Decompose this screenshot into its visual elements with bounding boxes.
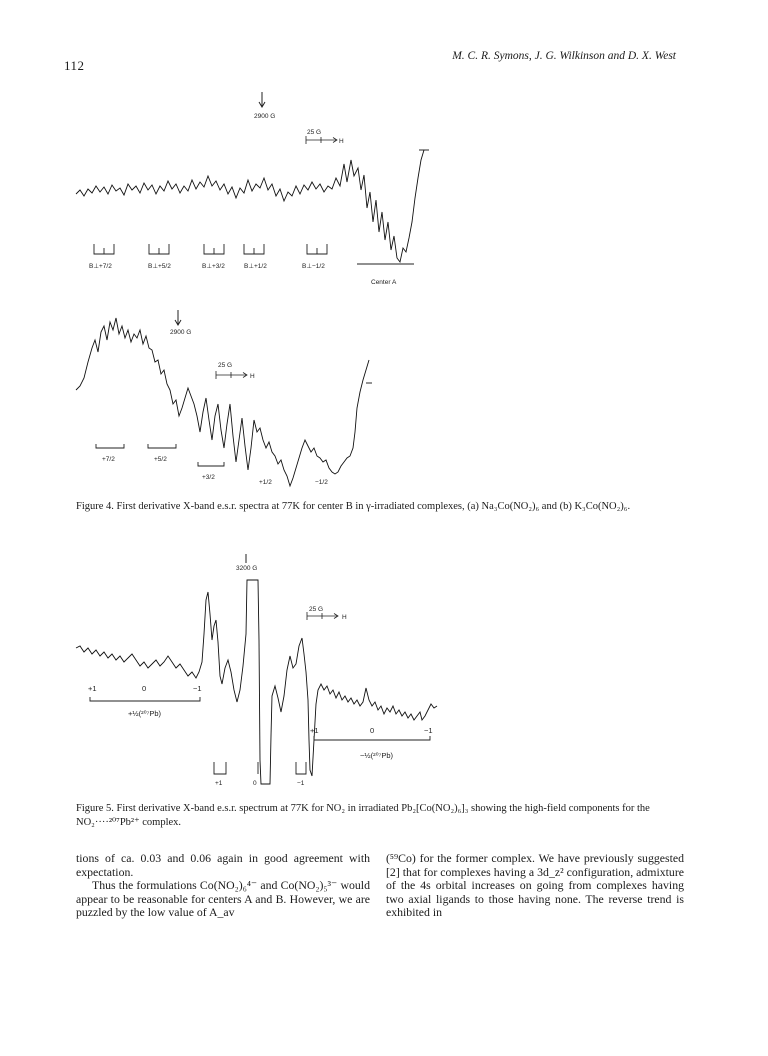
fig5-right-bracket-title: −½(²⁰⁷Pb) — [360, 751, 394, 760]
fig5-right-bracket — [314, 736, 430, 740]
fig5-right-bracket-label: +1 — [310, 726, 319, 735]
fig4a-component-label: B⊥+5/2 — [148, 263, 171, 270]
body-paragraph: (⁵⁹Co) for the former complex. We have previously suggested [2] that for complexes having a 3d_z² configuration, admixture of the 4s orbital increases on going from complexes having two axial ligands to those having none. The reverse trend is exhibited in — [386, 851, 684, 919]
fig4a-field-marker: 2900 G — [254, 113, 276, 120]
page-number: 112 — [64, 58, 85, 73]
fig5-left-bracket-title: +½(²⁰⁷Pb) — [128, 709, 162, 718]
fig5-left-bracket-label: +1 — [88, 684, 97, 693]
fig4b-component-label: +7/2 — [102, 456, 115, 463]
fig4b-field-marker: 2900 G — [170, 329, 192, 336]
body-paragraph: tions of ca. 0.03 and 0.06 again in good agreement with expectation. — [76, 851, 370, 879]
fig5-field-arrow-label: H — [342, 614, 347, 621]
figure-4-caption: Figure 4. First derivative X-band e.s.r. spectra at 77K for center B in γ-irradiated complexes, (a) Na₃Co(NO₂)₆ and (b) K₃Co(NO₂)₆. — [76, 501, 631, 512]
body-column-left — [76, 852, 370, 920]
fig4b-scale-label: 25 G — [218, 362, 233, 369]
fig4a-component-label: B⊥−1/2 — [302, 263, 325, 270]
fig4a-component-label: B⊥+7/2 — [89, 263, 112, 270]
fig4b-component-label: +3/2 — [202, 474, 215, 481]
fig4a-scale-label: 25 G — [307, 129, 322, 136]
fig5-right-bracket-label: −1 — [424, 726, 433, 735]
fig5-left-bracket-label: 0 — [142, 684, 147, 693]
fig4b-field-arrow-label: H — [250, 373, 255, 380]
fig4a-component-label: B⊥+1/2 — [244, 263, 267, 270]
fig5-left-bracket-label: −1 — [193, 684, 202, 693]
running-header-authors: M. C. R. Symons, J. G. Wilkinson and D. X. West — [452, 50, 676, 62]
figure-5-caption: Figure 5. First derivative X-band e.s.r. spectrum at 77K for NO₂ in irradiated Pb₂[Co(NO₂)₆]₃ showing the high-field components for the NO₂····²⁰⁷Pb²⁺ complex. — [76, 803, 650, 828]
fig5-bottom-label: −1 — [297, 780, 305, 787]
fig4a-component-label: B⊥+3/2 — [202, 263, 225, 270]
fig4b-component-label: −1/2 — [315, 479, 328, 486]
fig5-scale-label: 25 G — [309, 606, 324, 613]
fig5-field-marker: 3200 G — [236, 565, 258, 572]
fig4b-component-label: +5/2 — [154, 456, 167, 463]
fig4a-field-arrow-label: H — [339, 138, 344, 145]
fig4b-component-label: +1/2 — [259, 479, 272, 486]
body-column-right — [386, 852, 684, 920]
fig5-bottom-label: 0 — [253, 780, 257, 787]
fig5-left-bracket — [90, 697, 200, 701]
fig5-bottom-label: +1 — [215, 780, 223, 787]
body-paragraph: Thus the formulations Co(NO₂)₆⁴⁻ and Co(NO₂)₅³⁻ would appear to be reasonable for centers A and B. However, we are puzzled by the low value of A_av — [76, 878, 370, 919]
fig5-right-bracket-label: 0 — [370, 726, 375, 735]
fig4a-center-label: Center A — [371, 279, 397, 286]
